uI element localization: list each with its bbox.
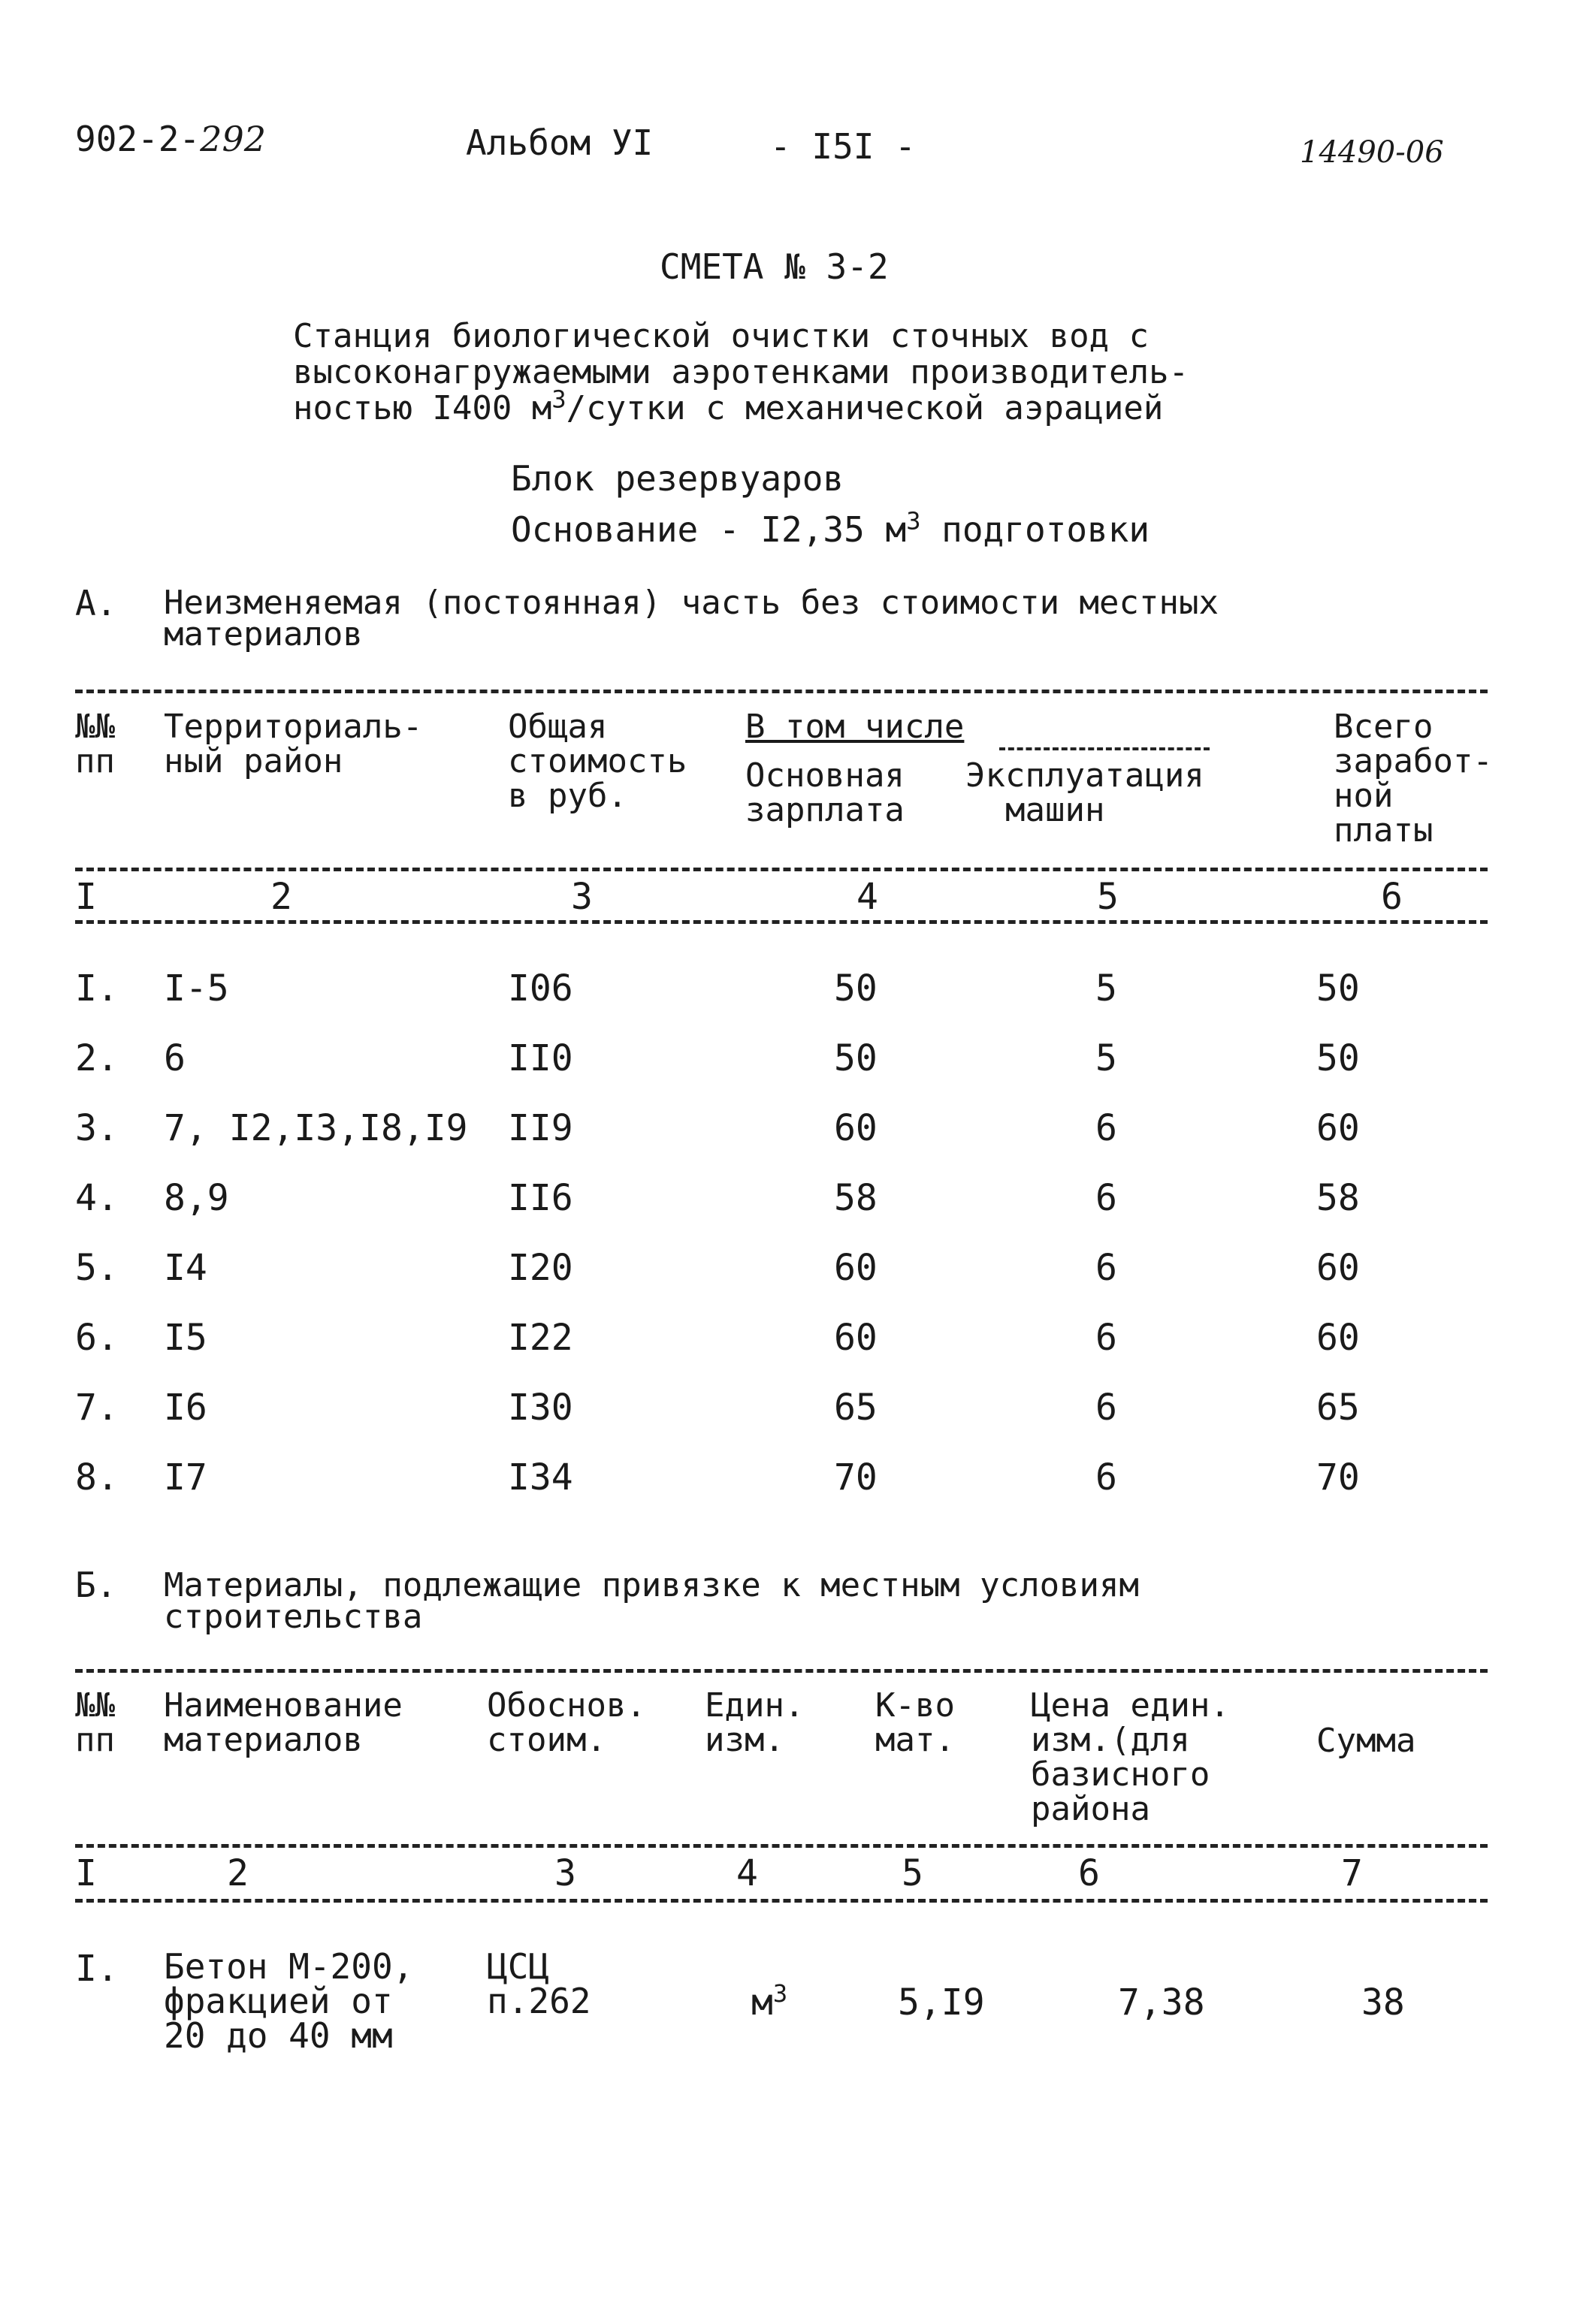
- table-a-colnum-4: 4: [856, 876, 878, 918]
- table-a-header-total-wage: Всего заработ- ной платы: [1334, 708, 1493, 850]
- table-a-colnum-2: 2: [270, 876, 292, 918]
- table-a-header-num: №№ пп: [75, 708, 115, 780]
- table-a-header-machines: Эксплуатация машин: [965, 756, 1204, 829]
- table-b-header-unit: Един. изм.: [705, 1686, 805, 1759]
- description-line-2: высоконагружаемыми аэротенками производитель-: [293, 353, 1189, 391]
- table-b-header-name: Наименование материалов: [164, 1686, 403, 1759]
- material-basis: ЦСЦ п.262: [487, 1946, 591, 2021]
- table-b-colnum-2: 2: [227, 1852, 249, 1894]
- section-b-title-2: строительства: [164, 1598, 423, 1636]
- smeta-title: СМЕТА № 3-2: [660, 246, 889, 287]
- table-a-colnum-5: 5: [1097, 876, 1119, 918]
- basis-line: Основание - I2,35 $м^3$ подготовки: [511, 506, 1150, 550]
- archive-stamp: 14490-06: [1300, 135, 1444, 170]
- table-a-colnum-1: I: [75, 876, 97, 918]
- table-b-top-rule: [75, 1669, 1488, 1673]
- table-a-colnum-rule: [75, 920, 1488, 924]
- material-price: 7,38: [1118, 1981, 1205, 2024]
- table-b-header-rule: [75, 1844, 1488, 1848]
- document-code: [75, 120, 266, 158]
- table-b-colnum-1: I: [75, 1852, 97, 1894]
- table-b-colnum-3: 3: [554, 1852, 576, 1894]
- included-dash: [999, 747, 1210, 750]
- table-a-header-salary: Основная зарплата: [745, 756, 905, 829]
- table-b-colnum-4: 4: [736, 1852, 758, 1894]
- table-b-header-num: №№ пп: [75, 1686, 115, 1759]
- material-qty: 5,I9: [898, 1981, 985, 2024]
- description-line-3: ностью I400 $м^3$/сутки с механической аэрацией: [293, 385, 1164, 427]
- document-code-handwritten: 292: [200, 119, 266, 159]
- table-b-colnum-6: 6: [1078, 1852, 1100, 1894]
- table-b-colnum-rule: [75, 1899, 1488, 1903]
- table-b-colnum-7: 7: [1341, 1852, 1363, 1894]
- table-b-header-qty: К-во мат.: [875, 1686, 955, 1759]
- page-number: - I5I -: [770, 126, 916, 167]
- table-a-header-included: В том числе: [745, 708, 965, 746]
- table-a-header-total: Общая стоимость в руб.: [508, 708, 687, 815]
- description-line-1: Станция биологической очистки сточных вод с: [293, 317, 1150, 355]
- section-a-title-1: Неизменяемая (постоянная) часть без стоимости местных: [164, 584, 1219, 622]
- material-unit: $м^3$: [751, 1979, 788, 2024]
- document-code-prefix: 902-2-: [75, 119, 201, 159]
- table-b-header-sum: Сумма: [1316, 1722, 1416, 1760]
- table-a-top-rule: [75, 690, 1488, 693]
- album-label: Альбом УI: [466, 122, 654, 163]
- block-title: Блок резервуаров: [511, 458, 844, 499]
- section-b-letter: Б.: [75, 1565, 117, 1605]
- table-b-header-basis: Обоснов. стоим.: [487, 1686, 646, 1759]
- table-a-header-region: Территориаль- ный район: [164, 708, 423, 780]
- section-b-title-1: Материалы, подлежащие привязке к местным условиям: [164, 1566, 1140, 1604]
- table-b-header-price: Цена един. изм.(для базисного района: [1031, 1686, 1230, 1828]
- table-a-colnum-6: 6: [1381, 876, 1403, 918]
- table-a-header-rule: [75, 868, 1488, 871]
- section-a-letter: А.: [75, 583, 117, 623]
- material-sum: 38: [1361, 1981, 1405, 2024]
- material-name: Бетон М-200, фракцией от 20 до 40 мм: [164, 1946, 414, 2056]
- table-a-colnum-3: 3: [571, 876, 593, 918]
- table-b-colnum-5: 5: [902, 1852, 923, 1894]
- section-a-title-2: материалов: [164, 615, 363, 653]
